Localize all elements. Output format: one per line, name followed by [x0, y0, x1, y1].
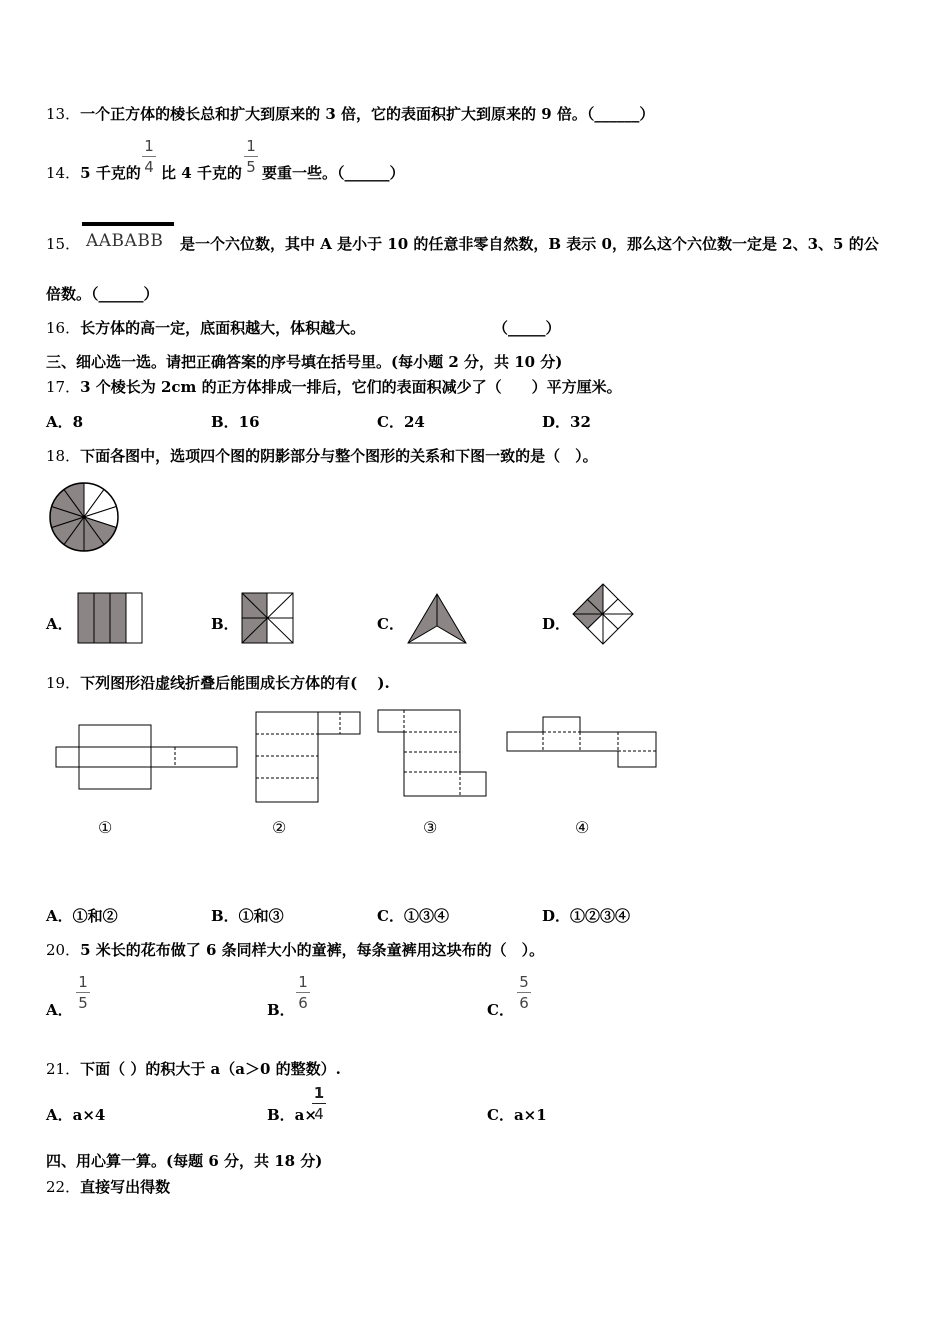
- numerator: 1: [144, 137, 154, 155]
- question-number: 14．: [46, 164, 81, 182]
- question-14: [46, 162, 141, 183]
- question-text: 3 个棱长为 2cm 的正方体排成一排后，它们的表面积减少了（ ）平方厘米。: [80, 378, 622, 396]
- question-number: 13．: [46, 105, 81, 123]
- fraction-option-c: [517, 973, 531, 1012]
- numerator: 5: [519, 973, 529, 991]
- question-number: 20．: [46, 941, 81, 959]
- question-19: [46, 672, 390, 693]
- fraction-one-fifth: [244, 137, 258, 176]
- denominator: 6: [519, 994, 529, 1012]
- numerator: 1: [313, 1084, 325, 1102]
- option-d-figure: [571, 583, 635, 645]
- section-heading-4: 四、用心算一算。(每题 6 分，共 18 分): [46, 1152, 323, 1170]
- overline-bar: [82, 222, 174, 226]
- net-figure-1: [55, 723, 241, 791]
- option-c-figure: [406, 592, 468, 646]
- question-number: 17．: [46, 378, 81, 396]
- question-text: 下面（ ）的积大于 a（a＞0 的整数）.: [80, 1060, 341, 1078]
- section-heading-3: 三、细心选一选。请把正确答案的序号填在括号里。(每小题 2 分，共 10 分): [46, 353, 563, 371]
- option-a: A．①和②: [46, 907, 118, 925]
- question-text-part: 比 4 千克的: [161, 164, 242, 182]
- shaded-circle-figure: [48, 481, 120, 553]
- option-c: C．24: [377, 413, 425, 431]
- question-number: 21．: [46, 1060, 81, 1078]
- question-20: [46, 939, 544, 960]
- question-text: 一个正方体的棱长总和扩大到原来的 3 倍，它的表面积扩大到原来的 9 倍。（______）: [80, 105, 655, 123]
- fraction-one-quarter: [142, 137, 156, 176]
- option-c-label: C．: [377, 615, 404, 633]
- net-figure-3: [376, 708, 490, 798]
- denominator: 6: [298, 994, 308, 1012]
- figure-label-1: ①: [98, 818, 113, 837]
- question-16: [46, 317, 365, 338]
- question-text: 5 米长的花布做了 6 条同样大小的童裤，每条童裤用这块布的（ ）。: [80, 941, 545, 959]
- option-a-label: A．: [46, 1001, 73, 1019]
- numerator: 1: [246, 137, 256, 155]
- net-figure-4: [505, 715, 661, 771]
- numerator: 1: [298, 973, 308, 991]
- answer-blank: （_____）: [493, 319, 561, 337]
- question-text-continued: 倍数。（______）: [46, 285, 159, 303]
- figure-label-2: ②: [272, 818, 287, 837]
- question-text-part: 5 千克的: [80, 164, 141, 182]
- question-text-part: 要重一些。（______）: [262, 164, 405, 182]
- question-number: 22．: [46, 1178, 81, 1196]
- question-21: [46, 1058, 341, 1079]
- option-b: B．a×: [267, 1106, 317, 1124]
- fraction-option-b: [296, 973, 310, 1012]
- fraction-option-b: [312, 1084, 326, 1123]
- option-c-label: C．: [487, 1001, 514, 1019]
- option-b: B．①和③: [211, 907, 284, 925]
- option-a: A．a×4: [46, 1106, 106, 1124]
- question-13: [46, 103, 654, 124]
- option-d-label: D．: [542, 615, 571, 633]
- option-b-label: B．: [267, 1001, 295, 1019]
- question-text: 是一个六位数，其中 A 是小于 10 的任意非零自然数，B 表示 0，那么这个六位数一定是 2、3、5 的公: [180, 235, 879, 253]
- question-text: 长方体的高一定，底面积越大，体积越大。: [80, 319, 366, 337]
- fraction-option-a: [76, 973, 90, 1012]
- denominator: 5: [78, 994, 88, 1012]
- overlined-number: AABABB: [86, 231, 164, 251]
- question-17: [46, 376, 622, 397]
- option-a: A．8: [46, 413, 84, 431]
- denominator: 4: [314, 1105, 324, 1123]
- question-18: [46, 445, 598, 466]
- option-c: C．①③④: [377, 907, 449, 925]
- figure-label-4: ④: [575, 818, 590, 837]
- denominator: 4: [144, 158, 154, 176]
- question-text: 直接写出得数: [80, 1178, 171, 1196]
- option-b: B．16: [211, 413, 260, 431]
- option-b-figure: [241, 592, 295, 644]
- question-number: 18．: [46, 447, 81, 465]
- question-number: 16．: [46, 319, 81, 337]
- denominator: 5: [246, 158, 256, 176]
- net-figure-2: [254, 710, 364, 804]
- option-c: C．a×1: [487, 1106, 547, 1124]
- question-text: 下面各图中，选项四个图的阴影部分与整个图形的关系和下图一致的是（ ）。: [80, 447, 598, 465]
- option-d: D．①②③④: [542, 907, 631, 925]
- option-a-label: A．: [46, 615, 73, 633]
- question-text: 下列图形沿虚线折叠后能围成长方体的有( ).: [80, 674, 390, 692]
- option-a-figure: [77, 592, 143, 644]
- question-number: 19．: [46, 674, 81, 692]
- question-15-number: [46, 233, 80, 254]
- question-22: [46, 1176, 170, 1197]
- option-d: D．32: [542, 413, 591, 431]
- numerator: 1: [78, 973, 88, 991]
- question-number: 15．: [46, 235, 81, 253]
- figure-label-3: ③: [423, 818, 438, 837]
- option-b-label: B．: [211, 615, 239, 633]
